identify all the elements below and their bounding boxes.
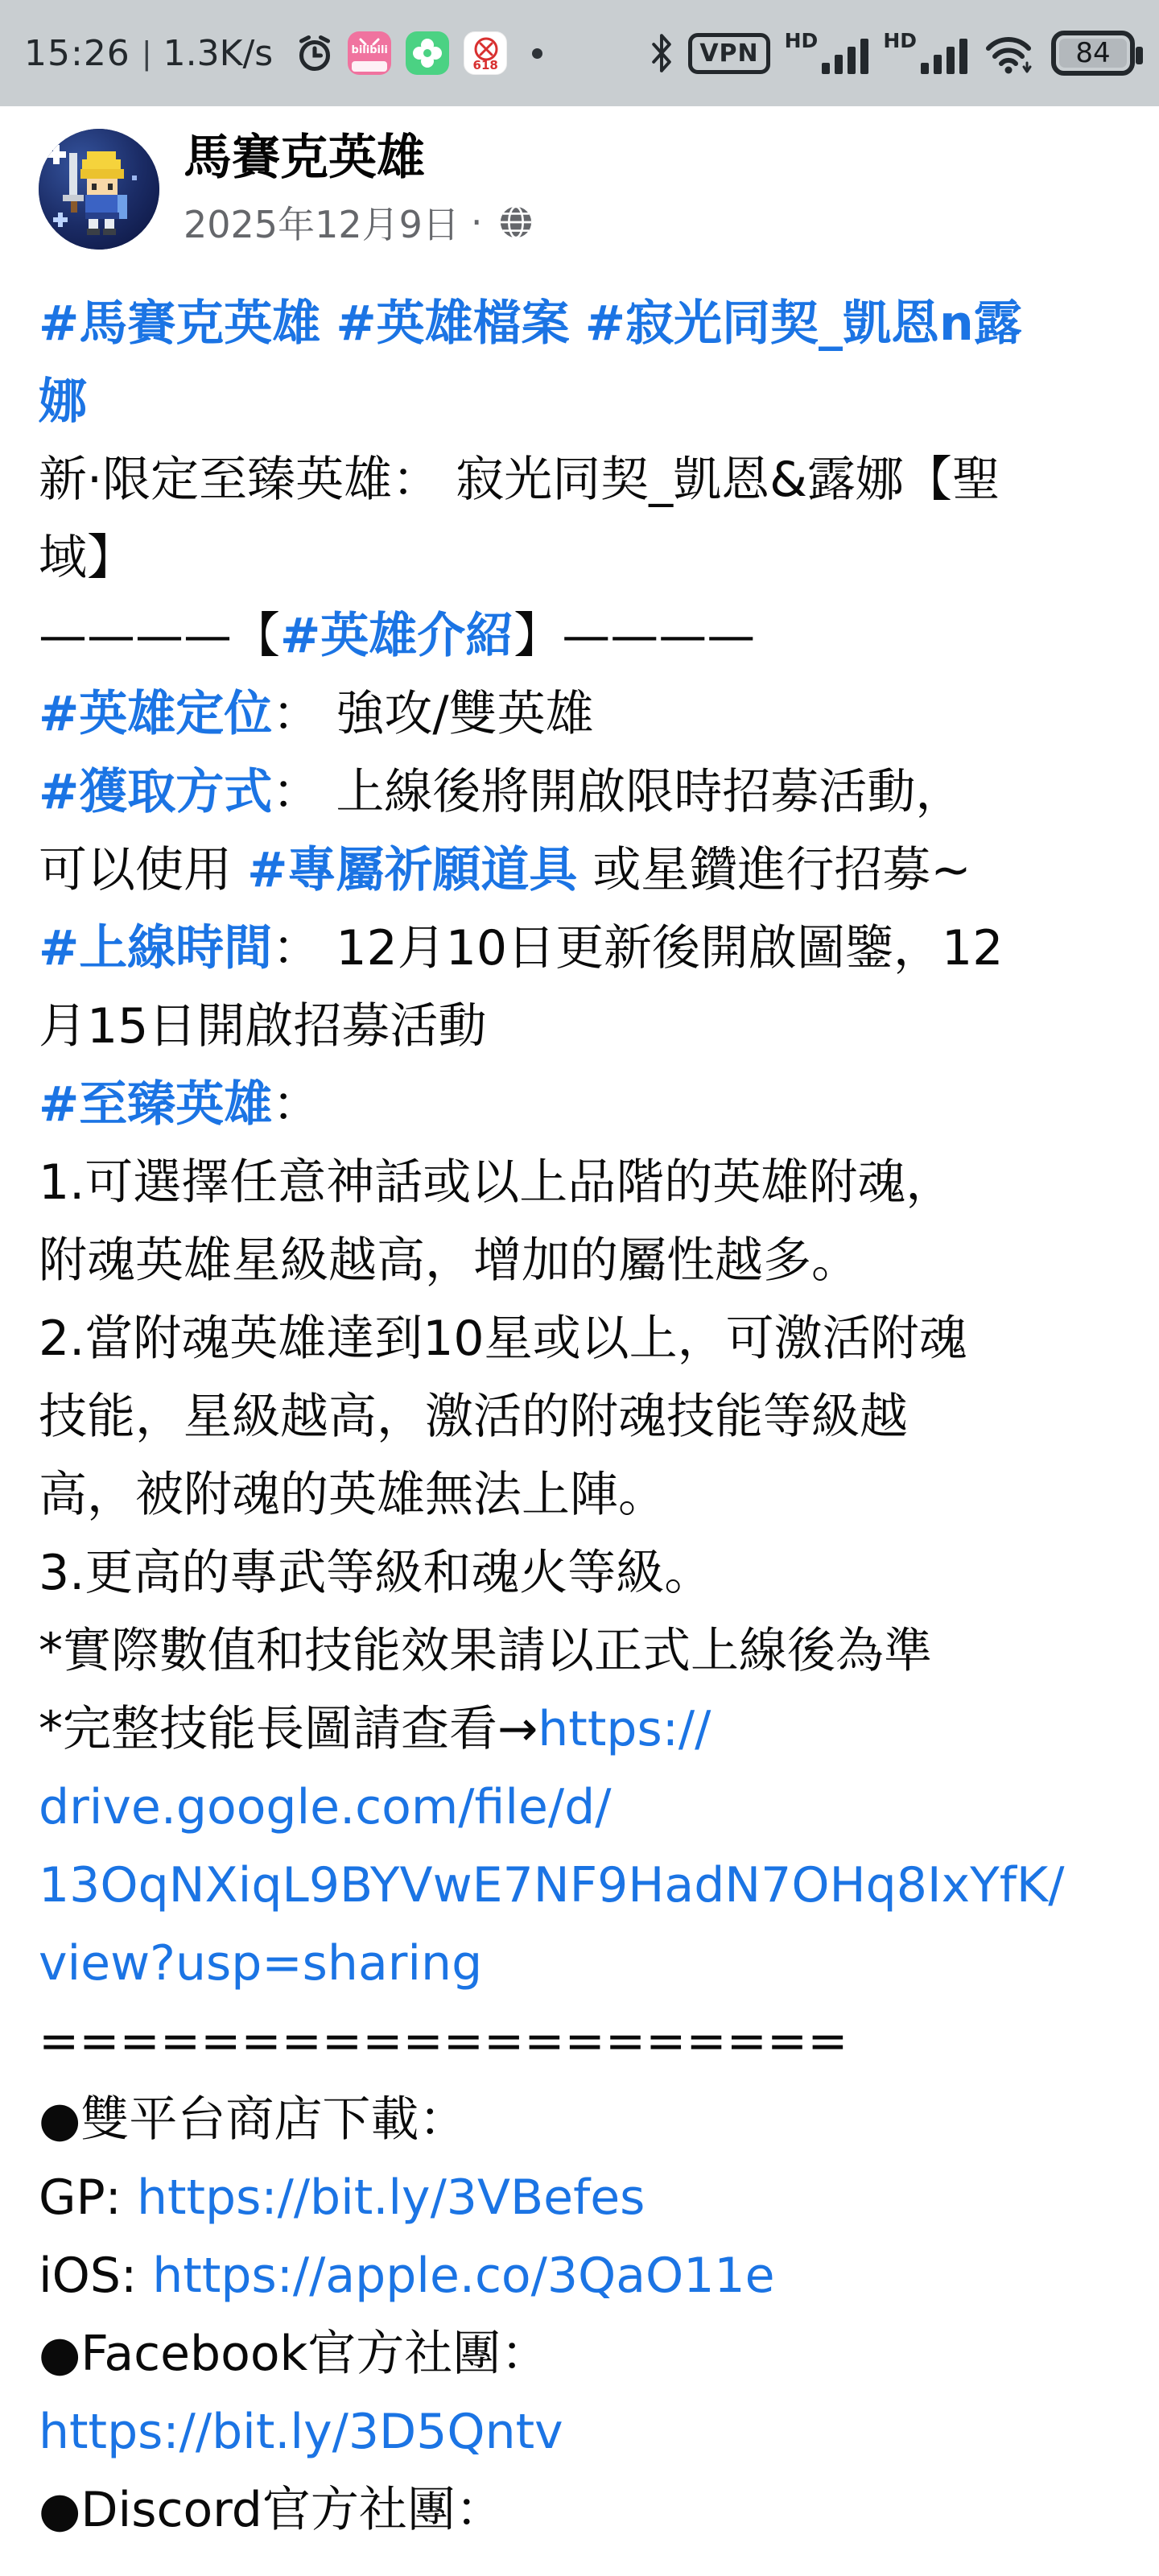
post-text-line (39, 1300, 1120, 1378)
bilibili-app-icon: bilibili (348, 31, 391, 75)
url-link[interactable]: drive.google.com/file/d/ (39, 1779, 612, 1835)
status-bar (0, 0, 1159, 106)
post-text: 附魂英雄星級越高，增加的屬性越多。 (39, 1232, 860, 1289)
post-text: 】———— (514, 608, 756, 664)
url-link[interactable]: https:// (538, 1701, 711, 1757)
post-date[interactable]: 2025年12月9日 (184, 202, 460, 246)
post-text: 高，被附魂的英雄無法上陣。 (39, 1467, 666, 1523)
post-text: ： 強攻/雙英雄 (272, 686, 594, 742)
post-text (320, 295, 336, 352)
post-text: ： (272, 1076, 321, 1133)
wifi-icon (982, 31, 1035, 76)
post-text-line (39, 1847, 1120, 1925)
url-link[interactable]: https://bit.ly/3VBefes (136, 2169, 645, 2226)
post-text-line (39, 1925, 1120, 2003)
post-text: 月15日開啟招募活動 (39, 998, 487, 1055)
post-text-line (39, 1456, 1120, 1534)
post-text-line (39, 1612, 1120, 1690)
hashtag-link[interactable]: #馬賽克英雄 (39, 295, 321, 352)
post-text-line (39, 2237, 1120, 2315)
post-text: ●雙平台商店下載： (39, 2091, 468, 2148)
post-text-line (39, 2003, 1120, 2081)
post-text: ： 12月10日更新後開啟圖鑒，12 (272, 920, 1004, 976)
author-name[interactable]: 馬賽克英雄 (184, 129, 425, 186)
clover-app-icon (406, 31, 449, 75)
clock-time: 15:26 (24, 32, 130, 74)
url-link[interactable]: https://apple.co/3QaO11e (152, 2248, 775, 2304)
post-meta (184, 196, 534, 249)
post-text-line (39, 2393, 1120, 2471)
post-text-line (39, 441, 1120, 519)
post-text-line (39, 832, 1120, 910)
hashtag-link[interactable]: #英雄定位 (39, 686, 273, 742)
post-text: 3.更高的專武等級和魂火等級。 (39, 1545, 713, 1601)
post-text-line (39, 675, 1120, 753)
hashtag-link[interactable]: #專屬祈願道具 (247, 842, 578, 898)
618-promo-app-icon: 618 (464, 31, 507, 75)
post-text-line (39, 519, 1120, 597)
battery-percent: 84 (1075, 37, 1111, 69)
post-text: 技能，星級越高，激活的附魂技能等級越 (39, 1389, 908, 1445)
post-body (0, 264, 1159, 2549)
post-text-line (39, 597, 1120, 675)
url-link[interactable]: 13OqNXiqL9BYVwE7NF9HadN7OHq8IxYfK/ (39, 1857, 1065, 1913)
post-text: 可以使用 (39, 842, 248, 898)
post-text-line (39, 363, 1120, 441)
status-separator: | (141, 35, 152, 71)
post-text-line (39, 2081, 1120, 2159)
notification-dot (532, 48, 542, 59)
url-link[interactable]: view?usp=sharing (39, 1935, 483, 1992)
url-link[interactable]: https://bit.ly/3D5Qntv (39, 2404, 563, 2460)
hashtag-link[interactable]: #至臻英雄 (39, 1076, 273, 1133)
hashtag-link[interactable]: 娜 (39, 374, 87, 430)
post-text-line (39, 1144, 1120, 1222)
post-text: 新·限定至臻英雄： 寂光同契_凱恩&露娜【聖 (39, 452, 1000, 508)
hashtag-link[interactable]: #寂光同契_凱恩n露 (584, 295, 1022, 352)
hashtag-link[interactable]: #獲取方式 (39, 764, 273, 820)
hashtag-link[interactable]: #英雄介紹 (280, 608, 514, 664)
post-text-line (39, 910, 1120, 988)
post-text-line (39, 1222, 1120, 1300)
hashtag-link[interactable]: #英雄檔案 (336, 295, 570, 352)
post-text: iOS: (39, 2248, 153, 2304)
post-text: GP: (39, 2169, 137, 2226)
signal-bars-sim2: HD (883, 31, 969, 76)
post-text: 2.當附魂英雄達到10星或以上，可激活附魂 (39, 1311, 967, 1367)
post-text-line (39, 753, 1120, 832)
vpn-badge: VPN (688, 33, 769, 74)
signal-bars-sim1: HD (785, 31, 871, 76)
post-text: ●Discord官方社團： (39, 2482, 504, 2538)
globe-icon (497, 204, 534, 241)
avatar[interactable] (39, 129, 159, 250)
alarm-icon (295, 34, 334, 72)
post-text (570, 295, 585, 352)
post-text-line (39, 1534, 1120, 1612)
hashtag-link[interactable]: #上線時間 (39, 920, 273, 976)
post-text: 域】 (39, 530, 135, 586)
post-text-line (39, 1378, 1120, 1456)
post-text-line (39, 2159, 1120, 2237)
post-text: ————【 (39, 608, 280, 664)
bluetooth-icon (650, 34, 674, 72)
post-text: 或星鑽進行招募~ (577, 842, 971, 898)
post-text-line (39, 285, 1120, 363)
post-text-line (39, 1769, 1120, 1847)
post-text-line (39, 2471, 1120, 2549)
battery-icon (1051, 31, 1135, 76)
post-text: *完整技能長圖請查看→ (39, 1701, 538, 1757)
post-text: ： 上線後將開啟限時招募活動， (272, 764, 964, 820)
post-text: 1.可選擇任意神話或以上品階的英雄附魂， (39, 1154, 955, 1211)
post-text-line (39, 1066, 1120, 1144)
meta-dot-separator: · (470, 200, 483, 244)
network-speed: 1.3K/s (163, 32, 274, 74)
post-header (0, 106, 1159, 264)
post-text: ==================== (39, 2013, 848, 2070)
post-text-line (39, 1690, 1120, 1769)
post-text-line (39, 988, 1120, 1066)
post-text-line (39, 2315, 1120, 2393)
post-text: *實際數值和技能效果請以正式上線後為準 (39, 1623, 932, 1679)
post-text: ●Facebook官方社團： (39, 2326, 550, 2382)
